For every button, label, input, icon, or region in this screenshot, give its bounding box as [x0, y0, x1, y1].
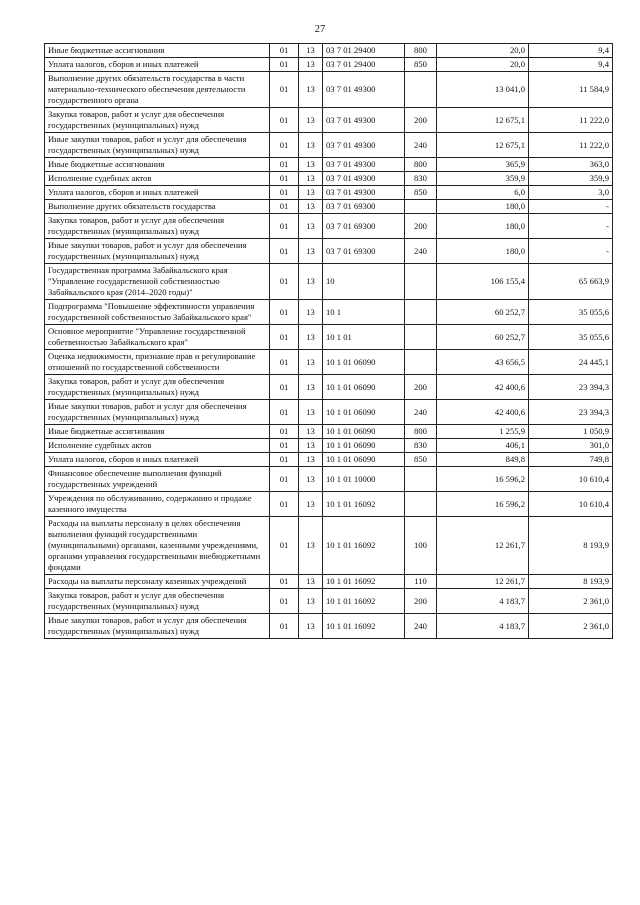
- cell-expense-type: [405, 300, 437, 325]
- cell-target-article: 10 1 01 06090: [323, 453, 405, 467]
- table-row: [45, 425, 613, 439]
- cell-name: Выполнение других обязательств государства в части материально-технического обеспечения деятельности государственного органа: [45, 72, 270, 108]
- cell-amount-executed: 359,9: [529, 172, 613, 186]
- cell-amount-planned: 12 261,7: [437, 575, 529, 589]
- cell-amount-planned: 1 255,9: [437, 425, 529, 439]
- cell-amount-executed: -: [529, 239, 613, 264]
- cell-name: Иные закупки товаров, работ и услуг для обеспечения государственных (муниципальных) нужд: [45, 133, 270, 158]
- cell-subsection: 13: [299, 467, 323, 492]
- cell-name: Иные бюджетные ассигнования: [45, 425, 270, 439]
- cell-amount-executed: 35 055,6: [529, 300, 613, 325]
- cell-section: 01: [270, 186, 299, 200]
- table-row: [45, 492, 613, 517]
- cell-expense-type: 200: [405, 108, 437, 133]
- cell-section: 01: [270, 425, 299, 439]
- cell-amount-executed: 9,4: [529, 58, 613, 72]
- cell-subsection: 13: [299, 200, 323, 214]
- cell-target-article: 10 1 01 16092: [323, 492, 405, 517]
- cell-subsection: 13: [299, 400, 323, 425]
- cell-subsection: 13: [299, 425, 323, 439]
- cell-subsection: 13: [299, 58, 323, 72]
- table-row: [45, 439, 613, 453]
- cell-target-article: 10 1 01 06090: [323, 400, 405, 425]
- cell-subsection: 13: [299, 300, 323, 325]
- cell-name: Закупка товаров, работ и услуг для обеспечения государственных (муниципальных) нужд: [45, 589, 270, 614]
- cell-target-article: 10: [323, 264, 405, 300]
- cell-subsection: 13: [299, 186, 323, 200]
- table-row: [45, 350, 613, 375]
- cell-amount-planned: 849,8: [437, 453, 529, 467]
- cell-target-article: 10 1 01: [323, 325, 405, 350]
- cell-subsection: 13: [299, 375, 323, 400]
- cell-target-article: 10 1 01 06090: [323, 375, 405, 400]
- cell-section: 01: [270, 350, 299, 375]
- table-row: [45, 589, 613, 614]
- table-row: [45, 614, 613, 639]
- cell-amount-planned: 359,9: [437, 172, 529, 186]
- cell-name: Оценка недвижимости, признание прав и регулирование отношений по государственной собственности: [45, 350, 270, 375]
- cell-amount-executed: 749,8: [529, 453, 613, 467]
- cell-amount-planned: 180,0: [437, 200, 529, 214]
- cell-subsection: 13: [299, 133, 323, 158]
- cell-expense-type: [405, 350, 437, 375]
- cell-amount-executed: 10 610,4: [529, 492, 613, 517]
- cell-target-article: 03 7 01 49300: [323, 133, 405, 158]
- table-row: [45, 400, 613, 425]
- cell-section: 01: [270, 72, 299, 108]
- cell-expense-type: 850: [405, 453, 437, 467]
- table-row: [45, 58, 613, 72]
- cell-amount-executed: 1 050,9: [529, 425, 613, 439]
- cell-expense-type: 830: [405, 439, 437, 453]
- cell-subsection: 13: [299, 350, 323, 375]
- cell-name: Закупка товаров, работ и услуг для обеспечения государственных (муниципальных) нужд: [45, 375, 270, 400]
- cell-target-article: 10 1 01 06090: [323, 350, 405, 375]
- cell-name: Иные закупки товаров, работ и услуг для обеспечения государственных (муниципальных) нужд: [45, 614, 270, 639]
- cell-section: 01: [270, 58, 299, 72]
- cell-target-article: 03 7 01 49300: [323, 72, 405, 108]
- cell-target-article: 10 1 01 16092: [323, 614, 405, 639]
- cell-subsection: 13: [299, 492, 323, 517]
- cell-amount-executed: 2 361,0: [529, 614, 613, 639]
- cell-amount-planned: 12 675,1: [437, 108, 529, 133]
- cell-subsection: 13: [299, 158, 323, 172]
- cell-amount-planned: 16 596,2: [437, 467, 529, 492]
- table-row: [45, 239, 613, 264]
- cell-amount-executed: 23 394,3: [529, 400, 613, 425]
- cell-name: Уплата налогов, сборов и иных платежей: [45, 58, 270, 72]
- cell-name: Уплата налогов, сборов и иных платежей: [45, 453, 270, 467]
- cell-expense-type: 110: [405, 575, 437, 589]
- cell-amount-executed: 11 222,0: [529, 133, 613, 158]
- cell-expense-type: [405, 72, 437, 108]
- table-row: [45, 375, 613, 400]
- budget-table: [44, 43, 613, 639]
- cell-amount-executed: 8 193,9: [529, 575, 613, 589]
- cell-name: Исполнение судебных актов: [45, 439, 270, 453]
- cell-amount-executed: -: [529, 214, 613, 239]
- cell-target-article: 03 7 01 49300: [323, 172, 405, 186]
- cell-subsection: 13: [299, 517, 323, 575]
- cell-name: Иные закупки товаров, работ и услуг для обеспечения государственных (муниципальных) нужд: [45, 239, 270, 264]
- cell-target-article: 03 7 01 49300: [323, 158, 405, 172]
- cell-name: Иные бюджетные ассигнования: [45, 44, 270, 58]
- cell-expense-type: 240: [405, 400, 437, 425]
- table-row: [45, 300, 613, 325]
- cell-expense-type: 100: [405, 517, 437, 575]
- cell-amount-planned: 60 252,7: [437, 300, 529, 325]
- cell-section: 01: [270, 467, 299, 492]
- cell-section: 01: [270, 264, 299, 300]
- cell-amount-executed: 2 361,0: [529, 589, 613, 614]
- cell-name: Иные закупки товаров, работ и услуг для обеспечения государственных (муниципальных) нужд: [45, 400, 270, 425]
- cell-expense-type: [405, 264, 437, 300]
- cell-expense-type: 850: [405, 186, 437, 200]
- cell-section: 01: [270, 325, 299, 350]
- cell-amount-executed: 11 584,9: [529, 72, 613, 108]
- cell-amount-executed: -: [529, 200, 613, 214]
- cell-amount-planned: 43 656,5: [437, 350, 529, 375]
- cell-subsection: 13: [299, 614, 323, 639]
- cell-section: 01: [270, 158, 299, 172]
- cell-section: 01: [270, 172, 299, 186]
- cell-name: Уплата налогов, сборов и иных платежей: [45, 186, 270, 200]
- cell-amount-planned: 12 675,1: [437, 133, 529, 158]
- cell-name: Финансовое обеспечение выполнения функций государственных учреждений: [45, 467, 270, 492]
- cell-target-article: 03 7 01 69300: [323, 239, 405, 264]
- cell-amount-executed: 10 610,4: [529, 467, 613, 492]
- cell-subsection: 13: [299, 44, 323, 58]
- cell-name: Государственная программа Забайкальского края "Управление государственной собственностью Забайкальского края (2014–2020 годы)": [45, 264, 270, 300]
- cell-amount-executed: 11 222,0: [529, 108, 613, 133]
- cell-name: Закупка товаров, работ и услуг для обеспечения государственных (муниципальных) нужд: [45, 214, 270, 239]
- cell-subsection: 13: [299, 214, 323, 239]
- cell-amount-executed: 363,0: [529, 158, 613, 172]
- cell-amount-planned: 106 155,4: [437, 264, 529, 300]
- table-row: [45, 133, 613, 158]
- cell-target-article: 10 1: [323, 300, 405, 325]
- cell-section: 01: [270, 575, 299, 589]
- cell-expense-type: 800: [405, 158, 437, 172]
- cell-target-article: 03 7 01 29400: [323, 44, 405, 58]
- cell-amount-planned: 406,1: [437, 439, 529, 453]
- cell-section: 01: [270, 375, 299, 400]
- cell-subsection: 13: [299, 172, 323, 186]
- cell-amount-executed: 301,0: [529, 439, 613, 453]
- cell-subsection: 13: [299, 575, 323, 589]
- cell-amount-executed: 24 445,1: [529, 350, 613, 375]
- cell-expense-type: 200: [405, 214, 437, 239]
- cell-expense-type: 240: [405, 133, 437, 158]
- cell-section: 01: [270, 439, 299, 453]
- cell-expense-type: 850: [405, 58, 437, 72]
- cell-section: 01: [270, 400, 299, 425]
- cell-amount-planned: 4 183,7: [437, 589, 529, 614]
- cell-section: 01: [270, 492, 299, 517]
- cell-amount-planned: 60 252,7: [437, 325, 529, 350]
- cell-name: Иные бюджетные ассигнования: [45, 158, 270, 172]
- cell-subsection: 13: [299, 239, 323, 264]
- table-row: [45, 214, 613, 239]
- cell-expense-type: [405, 467, 437, 492]
- cell-subsection: 13: [299, 325, 323, 350]
- cell-expense-type: 800: [405, 44, 437, 58]
- table-row: [45, 325, 613, 350]
- cell-expense-type: 830: [405, 172, 437, 186]
- cell-target-article: 03 7 01 49300: [323, 108, 405, 133]
- cell-name: Основное мероприятие "Управление государственной собетвенностью Забайкальского края": [45, 325, 270, 350]
- table-row: [45, 517, 613, 575]
- cell-name: Учреждения по обслуживанию, содержанию и продаже казенного имущества: [45, 492, 270, 517]
- page-number: 27: [314, 24, 326, 35]
- cell-amount-executed: 9,4: [529, 44, 613, 58]
- table-row: [45, 44, 613, 58]
- cell-section: 01: [270, 133, 299, 158]
- table-row: [45, 200, 613, 214]
- cell-target-article: 10 1 01 06090: [323, 425, 405, 439]
- cell-expense-type: 200: [405, 589, 437, 614]
- cell-section: 01: [270, 614, 299, 639]
- cell-target-article: 10 1 01 16092: [323, 517, 405, 575]
- cell-target-article: 03 7 01 69300: [323, 214, 405, 239]
- cell-subsection: 13: [299, 589, 323, 614]
- cell-section: 01: [270, 200, 299, 214]
- table-row: [45, 108, 613, 133]
- cell-expense-type: [405, 492, 437, 517]
- cell-amount-planned: 6,0: [437, 186, 529, 200]
- table-row: [45, 172, 613, 186]
- cell-target-article: 03 7 01 69300: [323, 200, 405, 214]
- cell-amount-executed: 8 193,9: [529, 517, 613, 575]
- cell-section: 01: [270, 300, 299, 325]
- cell-subsection: 13: [299, 72, 323, 108]
- cell-amount-executed: 65 663,9: [529, 264, 613, 300]
- cell-subsection: 13: [299, 108, 323, 133]
- table-row: [45, 264, 613, 300]
- cell-name: Закупка товаров, работ и услуг для обеспечения государственных (муниципальных) нужд: [45, 108, 270, 133]
- cell-amount-planned: 20,0: [437, 44, 529, 58]
- cell-target-article: 10 1 01 16092: [323, 575, 405, 589]
- cell-section: 01: [270, 108, 299, 133]
- table-body: [45, 44, 613, 639]
- cell-amount-planned: 42 400,6: [437, 400, 529, 425]
- cell-target-article: 03 7 01 29400: [323, 58, 405, 72]
- cell-amount-planned: 20,0: [437, 58, 529, 72]
- cell-amount-planned: 13 041,0: [437, 72, 529, 108]
- cell-target-article: 10 1 01 06090: [323, 439, 405, 453]
- cell-subsection: 13: [299, 264, 323, 300]
- cell-name: Выполнение других обязательств государства: [45, 200, 270, 214]
- cell-expense-type: 200: [405, 375, 437, 400]
- cell-amount-planned: 180,0: [437, 239, 529, 264]
- cell-subsection: 13: [299, 439, 323, 453]
- cell-expense-type: 240: [405, 614, 437, 639]
- cell-amount-planned: 16 596,2: [437, 492, 529, 517]
- table-row: [45, 467, 613, 492]
- cell-section: 01: [270, 239, 299, 264]
- cell-target-article: 10 1 01 16092: [323, 589, 405, 614]
- cell-name: Расходы на выплаты персоналу в целях обеспечения выполнения функций государственными (муниципальными) органами, казенными учреждениями, органами управления государственными внебюджетными фондами: [45, 517, 270, 575]
- cell-section: 01: [270, 453, 299, 467]
- table-row: [45, 186, 613, 200]
- cell-amount-executed: 23 394,3: [529, 375, 613, 400]
- table-row: [45, 72, 613, 108]
- cell-target-article: 03 7 01 49300: [323, 186, 405, 200]
- cell-amount-planned: 42 400,6: [437, 375, 529, 400]
- cell-amount-planned: 365,9: [437, 158, 529, 172]
- cell-amount-executed: 3,0: [529, 186, 613, 200]
- cell-expense-type: 240: [405, 239, 437, 264]
- table-row: [45, 453, 613, 467]
- cell-target-article: 10 1 01 10000: [323, 467, 405, 492]
- cell-subsection: 13: [299, 453, 323, 467]
- cell-amount-planned: 4 183,7: [437, 614, 529, 639]
- cell-expense-type: 800: [405, 425, 437, 439]
- cell-name: Подпрограмма "Повышение эффективности управления государственной собственностью Забайкальского края": [45, 300, 270, 325]
- cell-expense-type: [405, 325, 437, 350]
- table-row: [45, 158, 613, 172]
- cell-section: 01: [270, 517, 299, 575]
- cell-name: Исполнение судебных актов: [45, 172, 270, 186]
- cell-amount-planned: 180,0: [437, 214, 529, 239]
- cell-section: 01: [270, 589, 299, 614]
- cell-name: Расходы на выплаты персоналу казенных учреждений: [45, 575, 270, 589]
- cell-amount-planned: 12 261,7: [437, 517, 529, 575]
- cell-amount-executed: 35 055,6: [529, 325, 613, 350]
- table-row: [45, 575, 613, 589]
- cell-section: 01: [270, 44, 299, 58]
- cell-section: 01: [270, 214, 299, 239]
- cell-expense-type: [405, 200, 437, 214]
